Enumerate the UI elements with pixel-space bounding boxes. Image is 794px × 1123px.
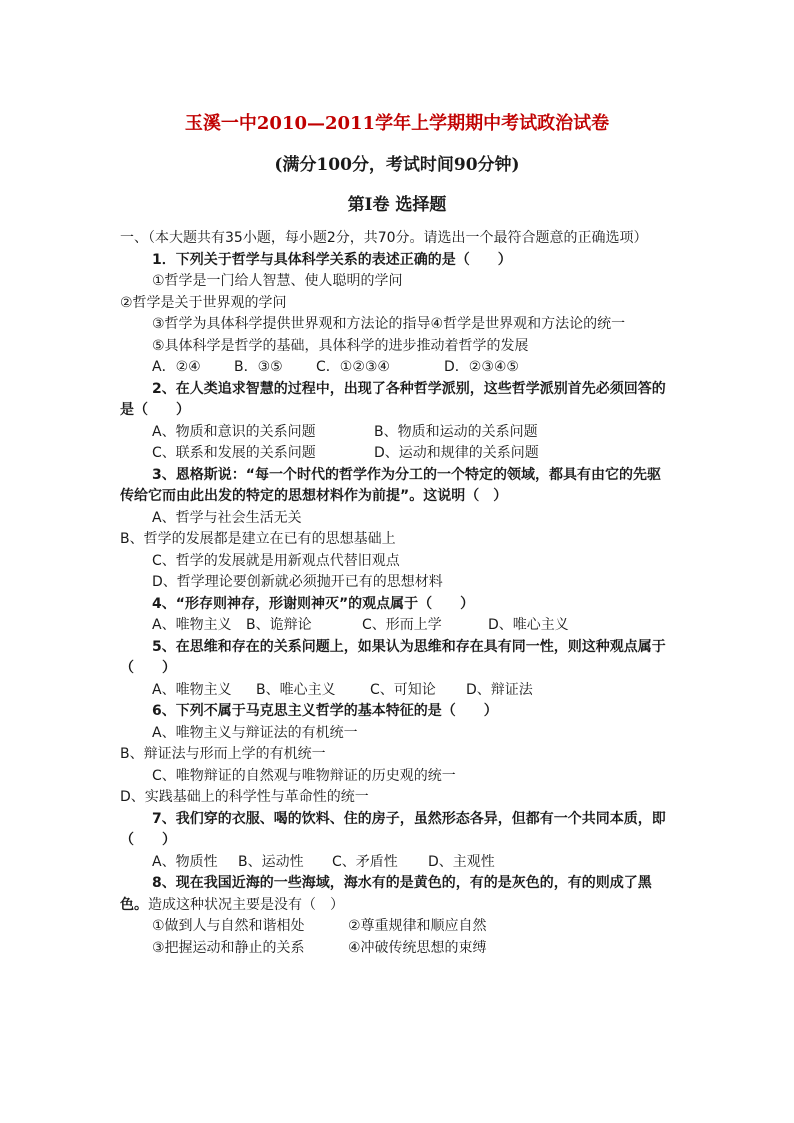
question-2-option-b: B、物质和运动的关系问题	[374, 423, 538, 440]
question-1-option-c: C．①②③④	[316, 359, 390, 375]
question-8-statements-row-1	[120, 916, 668, 938]
question-2-option-c: C、联系和发展的关系问题	[152, 445, 316, 461]
question-7-option-b: B、运动性	[238, 853, 304, 870]
question-6-option-d: D、实践基础上的科学性与革命性的统一	[120, 789, 369, 805]
question-8-statements-row-2	[120, 938, 668, 960]
question-6-stem: 6、下列不属于马克思主义哲学的基本特征的是（ ）	[152, 703, 498, 719]
question-1-option-d: D．②③④⑤	[444, 359, 519, 375]
question-2-stem: 2、在人类追求智慧的过程中，出现了各种哲学派别，这些哲学派别首先必须回答的是（ ）	[120, 380, 666, 418]
question-2-options-row-1	[120, 422, 668, 444]
question-4-option-b: B、诡辩论	[246, 617, 312, 633]
question-1-option-b: B．③⑤	[234, 359, 283, 375]
exam-body	[120, 228, 668, 959]
question-1-statement-5: ⑤具体科学是哲学的基础，具体科学的进步推动着哲学的发展	[152, 337, 529, 354]
question-1-statement-2: ②哲学是关于世界观的学问	[120, 294, 287, 311]
question-7-options	[120, 852, 668, 874]
question-5-stem: 5、在思维和存在的关系问题上，如果认为思维和存在具有同一性，则这种观点属于（ ）	[120, 638, 666, 676]
question-1-options	[120, 357, 668, 379]
question-7-option-d: D、主观性	[428, 853, 495, 870]
question-5-option-d: D、辩证法	[466, 681, 533, 698]
question-8-stem-main: 8、现在我国近海的一些海域，海水有的是黄色的，有的是灰色的，有的则成了黑色。	[120, 875, 652, 913]
question-5-option-c: C、可知论	[370, 681, 436, 698]
question-4-option-d: D、唯心主义	[488, 617, 569, 633]
question-4-option-a: A、唯物主义	[152, 617, 232, 633]
exam-title: 玉溪一中2010—2011学年上学期期中考试政治试卷	[184, 113, 610, 134]
question-4-option-c: C、形而上学	[362, 617, 442, 633]
question-8-stem-tail: 造成这种状况主要是没有（ ）	[148, 896, 344, 913]
question-7-option-c: C、矛盾性	[332, 853, 398, 870]
question-8-statement-3: ③把握运动和静止的关系	[152, 939, 305, 956]
section-title: 第Ⅰ卷 选择题	[347, 195, 447, 215]
question-7-stem: 7、我们穿的衣服、喝的饮料、住的房子，虽然形态各异，但都有一个共同本质，即（ ）	[120, 810, 666, 848]
question-8-statement-4: ④冲破传统思想的束缚	[348, 939, 487, 956]
question-2-option-a: A、物质和意识的关系问题	[152, 423, 316, 440]
question-6-option-a: A、唯物主义与辩证法的有机统一	[152, 724, 358, 741]
question-6-option-b: B、辩证法与形而上学的有机统一	[120, 746, 326, 762]
question-8-stem	[120, 873, 668, 916]
question-1-statement-3: ③哲学为具体科学提供世界观和方法论的指导④哲学是世界观和方法论的统一	[152, 316, 626, 332]
question-3-option-c: C、哲学的发展就是用新观点代替旧观点	[152, 552, 400, 569]
question-2-options-row-2	[120, 443, 668, 465]
question-2-option-d: D、运动和规律的关系问题	[374, 445, 539, 461]
question-5-option-a: A、唯物主义	[152, 681, 232, 698]
question-1-stem: 1．下列关于哲学与具体科学关系的表述正确的是（ ）	[152, 251, 512, 268]
question-5-option-b: B、唯心主义	[256, 681, 336, 698]
question-8-statement-2: ②尊重规律和顺应自然	[348, 918, 487, 934]
question-5-options	[120, 680, 668, 702]
question-7-option-a: A、物质性	[152, 853, 218, 870]
question-1-option-a: A．②④	[152, 359, 201, 375]
question-3-option-b: B、哲学的发展都是建立在已有的思想基础上	[120, 531, 396, 547]
question-3-option-d: D、哲学理论要创新就必须抛开已有的思想材料	[152, 574, 443, 590]
question-1-statement-1: ①哲学是一门给人智慧、使人聪明的学问	[152, 273, 403, 289]
question-6-option-c: C、唯物辩证的自然观与唯物辩证的历史观的统一	[152, 767, 456, 784]
question-3-stem: 3、恩格斯说：“每一个时代的哲学作为分工的一个特定的领域，都具有由它的先驱传给它而由此出发的特定的思想材料作为前提”。这说明（ ）	[120, 466, 661, 504]
question-4-stem: 4、“形存则神存，形谢则神灭”的观点属于（ ）	[152, 595, 475, 612]
instructions: 一、（本大题共有35小题，每小题2分，共70分。请选出一个最符合题意的正确选项）	[120, 230, 648, 246]
question-8-statement-1: ①做到人与自然和谐相处	[152, 918, 305, 934]
question-3-option-a: A、哲学与社会生活无关	[152, 509, 302, 526]
question-4-options	[120, 615, 668, 637]
exam-subtitle: (满分100分，考试时间90分钟)	[274, 155, 520, 175]
